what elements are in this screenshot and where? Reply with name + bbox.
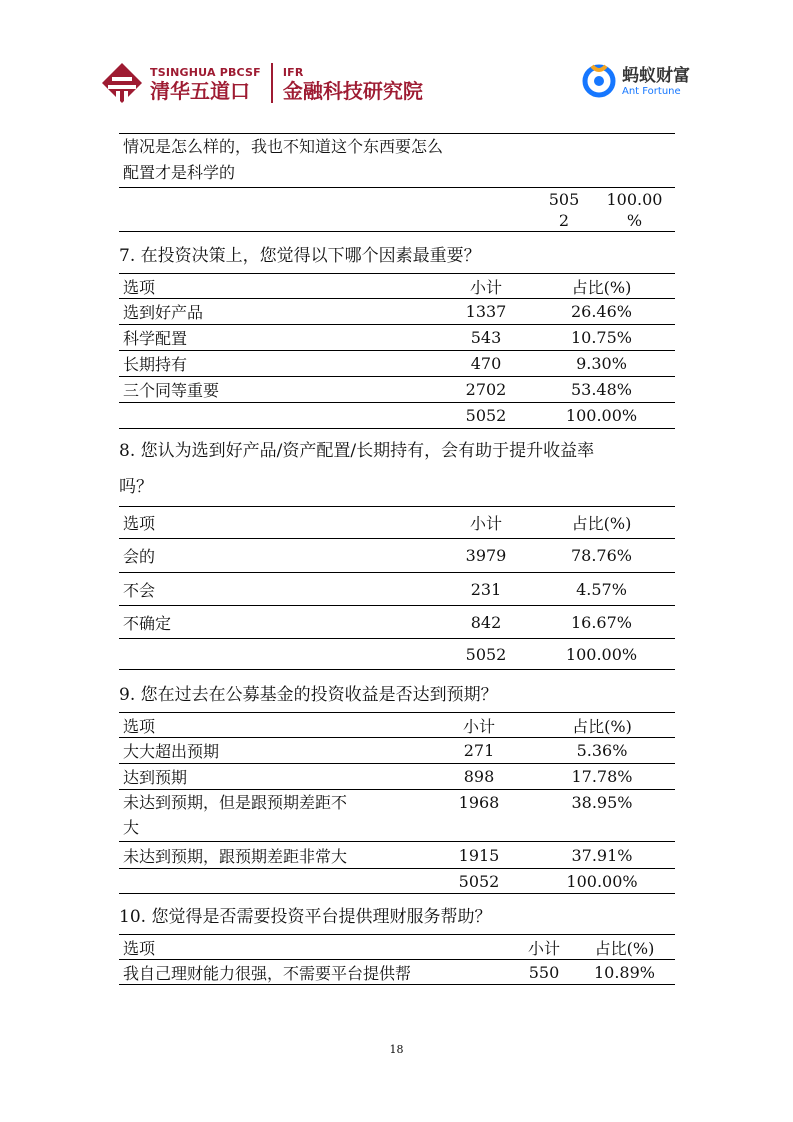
q7-table <box>119 273 675 429</box>
prev-total-count: 505 2 <box>534 188 594 232</box>
q10-header-count: 小计 <box>514 935 574 960</box>
q8-count: 3979 <box>444 539 528 573</box>
q8-pct: 4.57% <box>528 573 675 606</box>
q9-count: 1968 <box>429 790 529 842</box>
page-header <box>100 58 690 108</box>
q9-header-option: 选项 <box>119 713 429 738</box>
table-row <box>119 606 675 639</box>
q9-option <box>119 869 429 894</box>
prev-line-1: 情况是怎么样的，我也不知道这个东西要怎么 <box>123 137 444 156</box>
page-number: 18 <box>389 1043 404 1056</box>
q8-title <box>119 438 675 506</box>
q7-header-count: 小计 <box>444 274 528 299</box>
ant-fortune-logo <box>580 60 690 98</box>
q9-option: 达到预期 <box>119 764 429 790</box>
tsinghua-en-text: TSINGHUA PBCSF <box>150 66 261 79</box>
q8-pct: 78.76% <box>528 539 675 573</box>
q9-option: 未达到预期，跟预期差距非常大 <box>119 842 429 869</box>
q7-header-pct: 占比(%) <box>528 274 675 299</box>
page-content <box>119 130 675 985</box>
q7-option: 科学配置 <box>119 325 444 351</box>
table-row <box>119 790 675 842</box>
table-row <box>119 377 675 403</box>
q8-count: 842 <box>444 606 528 639</box>
q8-count: 5052 <box>444 639 528 670</box>
q10-table <box>119 934 675 985</box>
tsinghua-logo <box>100 58 423 108</box>
q10-option: 我自己理财能力很强，不需要平台提供帮 <box>119 960 514 985</box>
q9-title: 9. 您在过去在公募基金的投资收益是否达到预期？ <box>119 685 498 705</box>
q8-title-line-2: 吗？ <box>119 477 153 497</box>
q7-option: 三个同等重要 <box>119 377 444 403</box>
q9-option: 大大超出预期 <box>119 738 429 764</box>
ifr-en-text: IFR <box>282 66 304 79</box>
q8-header-option: 选项 <box>119 507 444 539</box>
ant-fortune-en-text: Ant Fortune <box>622 86 681 97</box>
table-row <box>119 960 675 985</box>
q7-option: 长期持有 <box>119 351 444 377</box>
q9-header-count: 小计 <box>429 713 529 738</box>
table-row <box>119 539 675 573</box>
tsinghua-cn-text: 清华五道口 <box>150 79 250 103</box>
q10-title: 10. 您觉得是否需要投资平台提供理财服务帮助？ <box>119 907 492 927</box>
prev-option-cell <box>119 134 534 188</box>
q7-count: 1337 <box>444 299 528 325</box>
ifr-cn-text: 金融科技研究院 <box>282 79 423 103</box>
table-row <box>119 842 675 869</box>
q7-option: 选到好产品 <box>119 299 444 325</box>
table-row <box>119 738 675 764</box>
q10-header-pct: 占比(%) <box>574 935 675 960</box>
q7-pct: 100.00% <box>528 403 675 429</box>
q9-count: 271 <box>429 738 529 764</box>
q9-pct: 5.36% <box>529 738 675 764</box>
q7-title: 7. 在投资决策上，您觉得以下哪个因素最重要？ <box>119 246 481 266</box>
q8-pct: 16.67% <box>528 606 675 639</box>
q9-table <box>119 712 675 894</box>
q8-option <box>119 639 444 670</box>
table-row <box>119 403 675 429</box>
prev-total-pct: 100.00 % <box>594 188 675 232</box>
q9-header-pct: 占比(%) <box>529 713 675 738</box>
q9-pct: 37.91% <box>529 842 675 869</box>
q7-option <box>119 403 444 429</box>
logo-divider <box>271 63 273 103</box>
q10-pct: 10.89% <box>574 960 675 985</box>
q9-count: 1915 <box>429 842 529 869</box>
table-row <box>119 299 675 325</box>
q8-option: 会的 <box>119 539 444 573</box>
q8-option: 不确定 <box>119 606 444 639</box>
table-row <box>119 573 675 606</box>
q7-pct: 53.48% <box>528 377 675 403</box>
prev-table <box>119 133 675 232</box>
q7-count: 543 <box>444 325 528 351</box>
q10-header-option: 选项 <box>119 935 514 960</box>
q9-pct: 100.00% <box>529 869 675 894</box>
q7-pct: 10.75% <box>528 325 675 351</box>
q9-option: 未达到预期，但是跟预期差距不 大 <box>119 790 429 842</box>
ant-fortune-cn-text: 蚂蚁财富 <box>622 66 690 86</box>
q7-count: 2702 <box>444 377 528 403</box>
table-row <box>119 869 675 894</box>
table-row <box>119 325 675 351</box>
q7-pct: 26.46% <box>528 299 675 325</box>
q7-header-option: 选项 <box>119 274 444 299</box>
q10-count: 550 <box>514 960 574 985</box>
table-row <box>119 639 675 670</box>
q8-count: 231 <box>444 573 528 606</box>
q8-header-pct: 占比(%) <box>528 507 675 539</box>
q7-count: 470 <box>444 351 528 377</box>
q7-count: 5052 <box>444 403 528 429</box>
q8-header-count: 小计 <box>444 507 528 539</box>
ant-fortune-icon <box>580 60 618 98</box>
q8-title-line-1: 8. 您认为选到好产品/资产配置/长期持有，会有助于提升收益率 <box>119 441 595 461</box>
q8-option: 不会 <box>119 573 444 606</box>
q9-count: 5052 <box>429 869 529 894</box>
table-row <box>119 764 675 790</box>
q8-table <box>119 506 675 670</box>
q9-pct: 38.95% <box>529 790 675 842</box>
tsinghua-emblem-icon <box>100 61 144 105</box>
q8-pct: 100.00% <box>528 639 675 670</box>
q9-pct: 17.78% <box>529 764 675 790</box>
table-row <box>119 351 675 377</box>
q7-pct: 9.30% <box>528 351 675 377</box>
prev-line-2: 配置才是科学的 <box>123 163 236 182</box>
q9-count: 898 <box>429 764 529 790</box>
